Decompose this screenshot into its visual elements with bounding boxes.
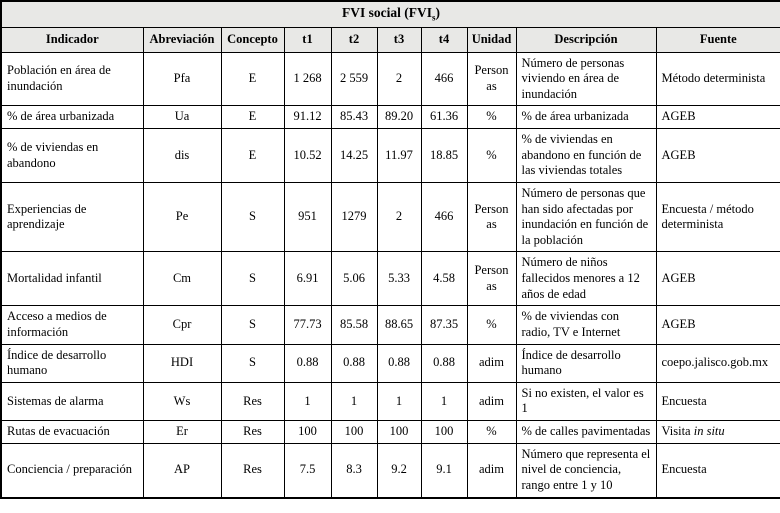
cell-concepto: Res [221,421,284,444]
cell-indicador: Experiencias de aprendizaje [1,182,143,252]
cell-descripcion: % de calles pavimentadas [516,421,656,444]
cell-t3: 2 [377,182,421,252]
col-header-indicador: Indicador [1,27,143,52]
cell-unidad: % [467,129,516,183]
cell-descripcion: Número de personas que han sido afectadas por inundación en función de la población [516,182,656,252]
cell-unidad: adim [467,443,516,497]
cell-t3: 89.20 [377,106,421,129]
cell-unidad: % [467,106,516,129]
cell-descripcion: % de viviendas en abandono en función de las viviendas totales [516,129,656,183]
table-row [1,52,780,106]
cell-fuente: Encuesta [656,443,780,497]
cell-abreviacion: Er [143,421,221,444]
cell-abreviacion: Pe [143,182,221,252]
cell-t2: 85.43 [331,106,377,129]
title-subscript: s [432,12,436,23]
cell-t2: 0.88 [331,344,377,382]
cell-indicador: Mortalidad infantil [1,252,143,306]
col-header-unidad: Unidad [467,27,516,52]
cell-indicador: Rutas de evacuación [1,421,143,444]
col-header-abreviacion: Abreviación [143,27,221,52]
cell-fuente: AGEB [656,129,780,183]
cell-concepto: S [221,344,284,382]
cell-unidad: % [467,306,516,344]
cell-fuente: Método determinista [656,52,780,106]
cell-fuente: coepo.jalisco.gob.mx [656,344,780,382]
cell-unidad: adim [467,344,516,382]
cell-t1: 0.88 [284,344,331,382]
cell-abreviacion: dis [143,129,221,183]
cell-t4: 18.85 [421,129,467,183]
cell-indicador: Conciencia / preparación [1,443,143,497]
cell-descripcion: Índice de desarrollo humano [516,344,656,382]
cell-t1: 1 [284,382,331,420]
table-title [1,1,780,27]
cell-t2: 1 [331,382,377,420]
cell-indicador: % de viviendas en abandono [1,129,143,183]
cell-fuente: AGEB [656,306,780,344]
table-title-row [1,1,780,27]
cell-unidad: Personas [467,182,516,252]
cell-concepto: E [221,106,284,129]
cell-t3: 2 [377,52,421,106]
col-header-t1: t1 [284,27,331,52]
table-row [1,106,780,129]
cell-unidad: Personas [467,252,516,306]
cell-fuente: Encuesta [656,382,780,420]
cell-t2: 14.25 [331,129,377,183]
col-header-fuente: Fuente [656,27,780,52]
cell-fuente: AGEB [656,252,780,306]
cell-t2: 5.06 [331,252,377,306]
cell-concepto: Res [221,382,284,420]
table-header-row [1,27,780,52]
cell-t1: 1 268 [284,52,331,106]
table-row [1,252,780,306]
cell-unidad: Personas [467,52,516,106]
cell-indicador: Sistemas de alarma [1,382,143,420]
cell-t4: 466 [421,52,467,106]
cell-t3: 0.88 [377,344,421,382]
cell-abreviacion: Ws [143,382,221,420]
cell-t4: 61.36 [421,106,467,129]
cell-abreviacion: Cm [143,252,221,306]
cell-t3: 11.97 [377,129,421,183]
col-header-descripcion: Descripción [516,27,656,52]
cell-t2: 2 559 [331,52,377,106]
cell-descripcion: Número de personas viviendo en área de inundación [516,52,656,106]
cell-t1: 6.91 [284,252,331,306]
cell-unidad: % [467,421,516,444]
cell-t1: 77.73 [284,306,331,344]
cell-descripcion: Si no existen, el valor es 1 [516,382,656,420]
cell-concepto: S [221,182,284,252]
table-row [1,306,780,344]
cell-t4: 87.35 [421,306,467,344]
cell-unidad: adim [467,382,516,420]
cell-descripcion: % de viviendas con radio, TV e Internet [516,306,656,344]
cell-t2: 1279 [331,182,377,252]
col-header-concepto: Concepto [221,27,284,52]
cell-t2: 8.3 [331,443,377,497]
cell-fuente: AGEB [656,106,780,129]
table-row [1,129,780,183]
cell-t3: 1 [377,382,421,420]
cell-t4: 4.58 [421,252,467,306]
cell-abreviacion: AP [143,443,221,497]
cell-t3: 100 [377,421,421,444]
cell-t2: 100 [331,421,377,444]
cell-t2: 85.58 [331,306,377,344]
cell-indicador: Acceso a medios de información [1,306,143,344]
cell-t1: 91.12 [284,106,331,129]
table-row [1,443,780,497]
cell-abreviacion: HDI [143,344,221,382]
table-row [1,421,780,444]
table-row [1,382,780,420]
cell-descripcion: % de área urbanizada [516,106,656,129]
cell-fuente: Encuesta / método determinista [656,182,780,252]
cell-concepto: Res [221,443,284,497]
cell-concepto: E [221,129,284,183]
cell-t1: 100 [284,421,331,444]
cell-abreviacion: Ua [143,106,221,129]
cell-concepto: E [221,52,284,106]
cell-t1: 951 [284,182,331,252]
cell-concepto: S [221,252,284,306]
cell-t4: 0.88 [421,344,467,382]
cell-t1: 10.52 [284,129,331,183]
cell-fuente [656,421,780,444]
cell-abreviacion: Pfa [143,52,221,106]
fuente-italic-text: in situ [693,424,725,439]
cell-indicador: Población en área de inundación [1,52,143,106]
fuente-text: Visita [661,424,694,439]
cell-concepto: S [221,306,284,344]
table-row [1,182,780,252]
cell-t1: 7.5 [284,443,331,497]
cell-abreviacion: Cpr [143,306,221,344]
cell-t3: 9.2 [377,443,421,497]
cell-descripcion: Número que representa el nivel de conciencia, rango entre 1 y 10 [516,443,656,497]
table-row [1,344,780,382]
col-header-t4: t4 [421,27,467,52]
title-text: FVI social (FVI [342,5,433,20]
title-close: ) [435,5,441,20]
cell-t4: 9.1 [421,443,467,497]
col-header-t3: t3 [377,27,421,52]
cell-t4: 1 [421,382,467,420]
col-header-t2: t2 [331,27,377,52]
cell-t3: 5.33 [377,252,421,306]
cell-indicador: Índice de desarrollo humano [1,344,143,382]
cell-t4: 466 [421,182,467,252]
cell-indicador: % de área urbanizada [1,106,143,129]
cell-descripcion: Número de niños fallecidos menores a 12 años de edad [516,252,656,306]
cell-t4: 100 [421,421,467,444]
cell-t3: 88.65 [377,306,421,344]
